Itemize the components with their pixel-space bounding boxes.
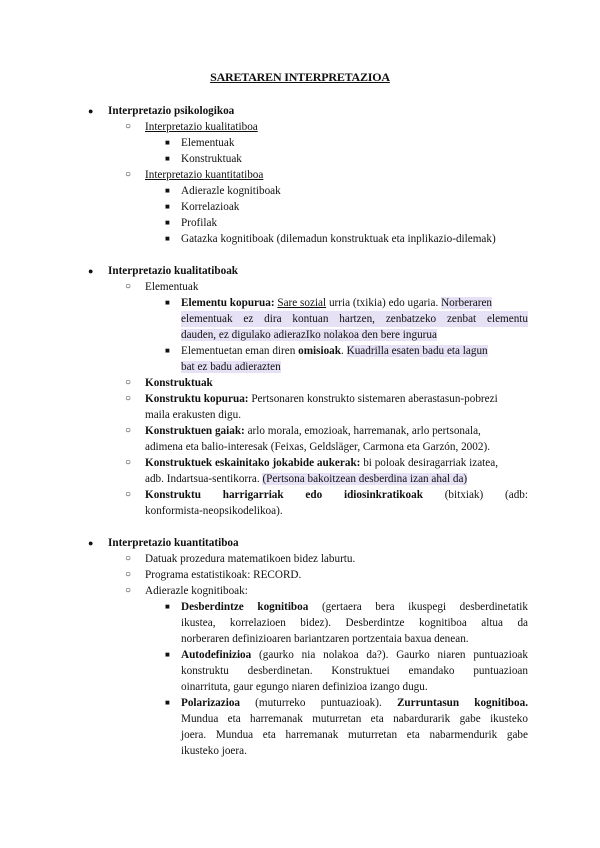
square-bullet-icon: ■ [165,138,170,147]
paragraph-line: Elementuetan eman diren omisioak. Kuadrilla esaten badu eta lagun [181,345,488,357]
circle-bullet-icon: ○ [125,169,132,180]
paragraph-line: Konstruktuen gaiak: arlo morala, emozioak, harremanak, arlo pertsonala, [145,425,481,437]
paragraph-line: Konstruktu kopurua: Pertsonaren konstrukto sistemaren aberastasun-pobrezi [145,393,498,405]
paragraph-line: Polarizazioa (muturreko puntuazioak). Zurruntasun kognitiboa. [181,697,529,709]
square-bullet-icon: ■ [165,234,170,243]
subheading: Interpretazio kualitatiboa [145,121,258,133]
list-item: Elementuak [181,137,235,149]
circle-bullet-icon: ○ [125,585,132,596]
square-bullet-icon: ■ [165,186,170,195]
circle-bullet-icon: ○ [125,377,132,388]
subheading: Konstruktuak [145,377,213,389]
paragraph-line: konformista-neopsikodelikoa). [145,505,283,517]
paragraph-line: maila erakusten digu. [145,409,241,421]
paragraph-line: ikustea, korrelazioen bidez). Desberdintze kognitiboa altua da [181,617,528,629]
list-item: Adierazle kognitiboak: [145,585,248,597]
paragraph-line: Konstruktuek eskainitako jokabide aukerak: bi poloak desiragarriak izatea, [145,457,499,469]
list-item: Korrelazioak [181,201,240,213]
list-item: Konstruktuak [181,153,242,165]
circle-bullet-icon: ○ [125,121,132,132]
square-bullet-icon: ■ [165,218,170,227]
list-item: Adierazle kognitiboak [181,185,281,197]
paragraph-line: Desberdintze kognitiboa (gertaera bera ikuspegi desberdinetatik [181,601,528,613]
square-bullet-icon: ■ [165,650,170,659]
bullet-icon: ● [88,106,94,116]
list-item: Profilak [181,217,218,229]
paragraph-line: Autodefinizioa (gaurko nia nolakoa da?). Gaurko niaren puntuazioak [181,649,528,661]
square-bullet-icon: ■ [165,698,170,707]
square-bullet-icon: ■ [165,154,170,163]
circle-bullet-icon: ○ [125,393,132,404]
square-bullet-icon: ■ [165,346,170,355]
paragraph-line: elementuak ez dira kontuan hartzen, zenbatzeko zenbat elementu [181,313,528,325]
square-bullet-icon: ■ [165,298,170,307]
circle-bullet-icon: ○ [125,425,132,436]
paragraph-line: ikusteko joera. [181,745,247,757]
square-bullet-icon: ■ [165,202,170,211]
circle-bullet-icon: ○ [125,457,132,468]
paragraph-line: Konstruktu harrigarriak edo idiosinkratikoak (bitxiak) (adb: [145,489,528,501]
bullet-icon: ● [88,266,94,276]
subheading: Interpretazio kuantitatiboa [145,169,264,181]
list-item: Gatazka kognitiboak (dilemadun konstruktuak eta inplikazio-dilemak) [181,233,496,245]
paragraph-line: bat ez badu adierazten [181,361,281,373]
section-heading: Interpretazio psikologikoa [108,105,235,117]
circle-bullet-icon: ○ [125,569,132,580]
square-bullet-icon: ■ [165,602,170,611]
paragraph-line: joera. Mundua eta harremanak muturretan eta nabarmendurik gabe [181,729,528,741]
paragraph-line: oinarrituta, gaur egungo niaren definizioa izango dugu. [181,681,428,693]
circle-bullet-icon: ○ [125,553,132,564]
page-title: SARETAREN INTERPRETAZIOA [210,70,390,84]
paragraph-line: Elementu kopurua: Sare sozial urria (txikia) edo ugaria. Norberaren [181,297,493,309]
section-heading: Interpretazio kualitatiboak [108,265,239,277]
paragraph-line: Mundua eta harremanak muturretan eta nabardurarik gabe ikusteko [181,713,528,725]
circle-bullet-icon: ○ [125,489,132,500]
paragraph-line: konstruktu desberdinetan. Konstruktuei emandako puntuazioan [181,665,528,677]
subheading: Elementuak [145,281,199,293]
list-item: Datuak prozedura matematikoen bidez laburtu. [145,553,356,565]
paragraph-line: norberaren definizioaren bariantzaren portzentaia baxua denean. [181,633,469,645]
section-heading: Interpretazio kuantitatiboa [108,537,239,549]
paragraph-line: adb. Indartsua-sentikorra. (Pertsona bakoitzean desberdina izan ahal da) [145,473,468,485]
paragraph-line: dauden, ez digulako adierazIko nolakoa den bere ingurua [181,329,437,341]
bullet-icon: ● [88,538,94,548]
list-item: Programa estatistikoak: RECORD. [145,569,302,581]
circle-bullet-icon: ○ [125,281,132,292]
paragraph-line: adimena eta balio-interesak (Feixas, Geldsläger, Carmona eta Garzón, 2002). [145,441,490,453]
